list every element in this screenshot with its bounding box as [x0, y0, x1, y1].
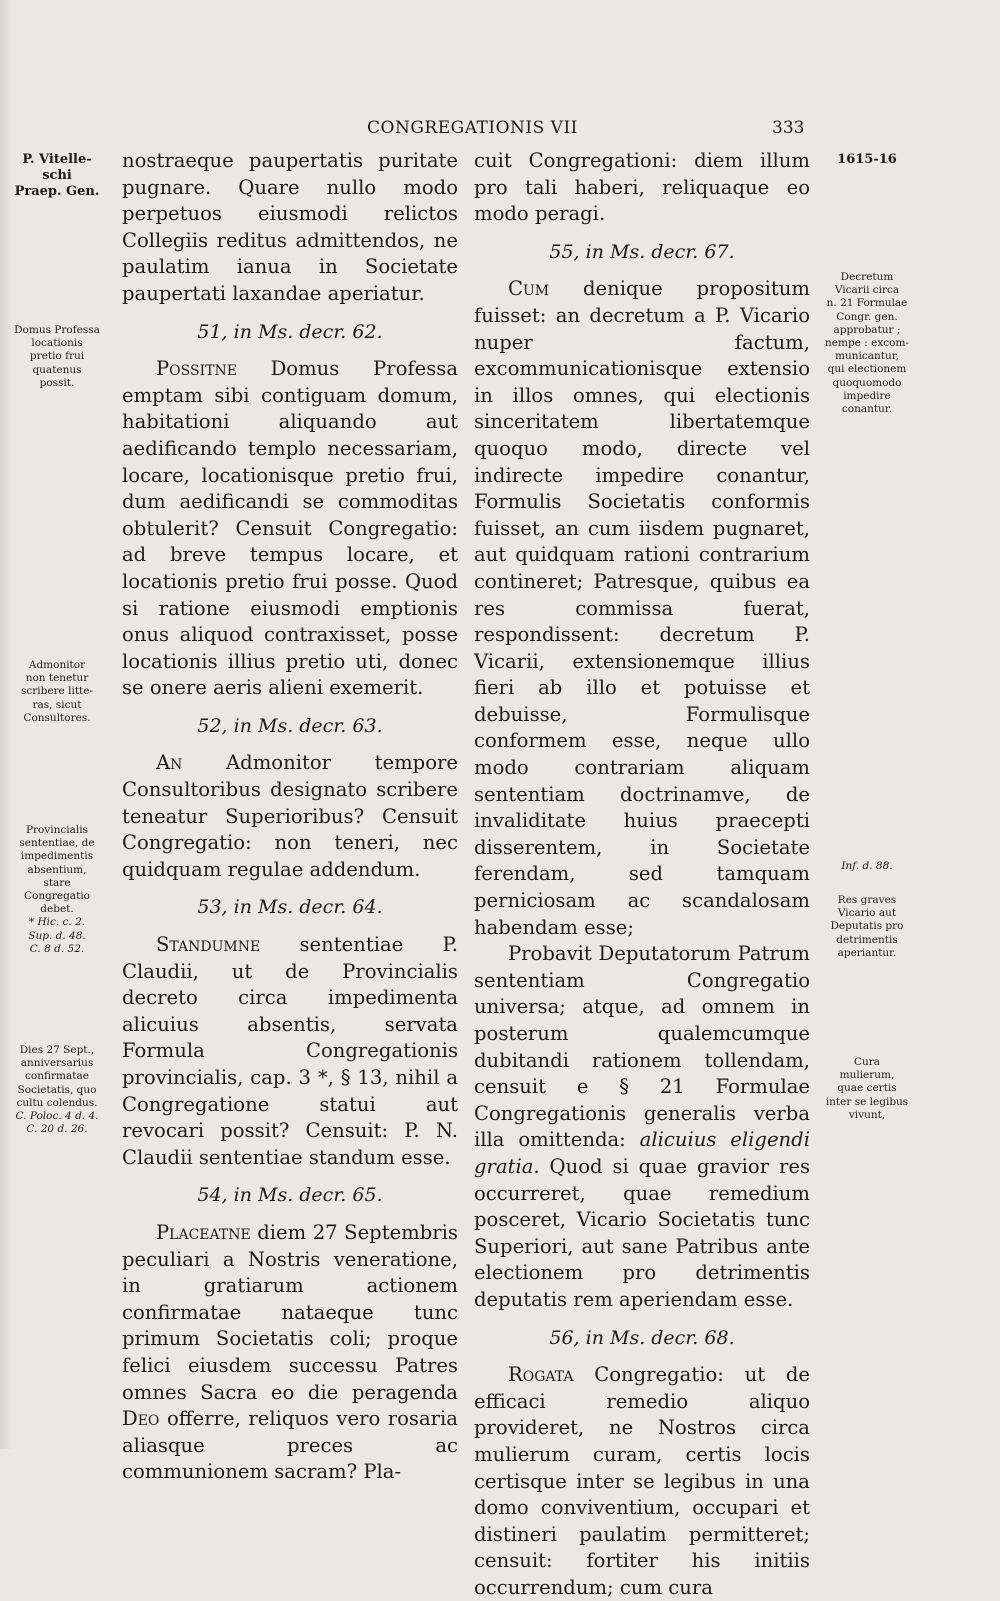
margin-note-line: cultu colendus. [16, 1096, 98, 1109]
margin-note-year-text: 1615-16 [837, 152, 897, 167]
margin-note-line: impedimentis [20, 850, 94, 863]
decree-heading-53: 53, in Ms. decr. 64. [197, 896, 383, 919]
margin-note-domus-professa [12, 324, 102, 390]
paragraph-body: Probavit Deputatorum Patrum sententiam Congregatio universa; atque, ad omnem in posterum qualemcumque dubitandi rationem tollendam, censuit e § 21 Formulae Congregationis generalis verba illa omittenda: [474, 942, 810, 1152]
margin-note-line: Societatis, quo [17, 1083, 97, 1096]
italic-phrase: alicuius eligendi gratia. [474, 1128, 810, 1178]
margin-note-line: Vicarii circa [834, 284, 900, 297]
paragraph: cuit Congregationi: diem illum pro tali haberi, reliquaque eo modo peragi. [474, 149, 810, 226]
decree-53-text [122, 932, 458, 1171]
page-header [0, 118, 1000, 144]
margin-note-ref: C. 8 d. 52. [29, 942, 85, 955]
margin-note-line: Cura [853, 1056, 881, 1068]
margin-note-line: anniversarius [20, 1057, 94, 1070]
decree-heading-56: 56, in Ms. decr. 68. [549, 1326, 735, 1349]
margin-note-dies-27 [12, 1044, 102, 1136]
margin-note-line: stare [43, 876, 71, 889]
lead-word: Rogata [508, 1363, 574, 1387]
left-text-column [122, 148, 458, 1486]
right-text-column [474, 148, 810, 1601]
margin-note-cura [812, 1056, 922, 1122]
margin-note-line: n. 21 Formulae [826, 297, 908, 310]
decree-55-text-continued [474, 941, 810, 1313]
margin-note-ref: C. Poloc. 4 d. 4. [15, 1110, 99, 1123]
margin-note-year [812, 152, 922, 168]
margin-note-line: qui electionem [827, 363, 907, 376]
margin-note-line: impedire [843, 389, 891, 402]
margin-note-author [12, 152, 102, 200]
margin-note-line: ras, sicut [32, 698, 82, 711]
paragraph-body: denique propositum fuisset: an decretum a P. Vicario nuper factum, excommunicationisque extensio in illos omnes, qui electionis sinceritatem libertatemque quoquo modo, directe vel indirecte impedire conantur, Formulis Societatis conformis fuisset, an cum iisdem pugnaret, aut quidquam rationi contrarium contineret; Patresque, quibus ea res commissa fuerat, respondissent: decretum P. Vicarii, extensionemque illius fieri ab illo et potuisse et debuisse, Formulisque conformem esse, neque ullo modo contrariam aliquam sententiam doctrinamve, de invaliditate huius praecepti disserentem, in Societate ferendam, sed tamquam perniciosam ac scandalosam habendam esse; [474, 277, 810, 939]
running-title: CONGREGATIONIS VII [367, 118, 578, 138]
paragraph: nostraeque paupertatis puritate pugnare. Quare nullo modo perpetuos eiusmodi relictos Collegiis reditus admittendos, ne paulatim ianua in Societate paupertati laxandae aperiatur. [122, 149, 458, 305]
lead-word: Placeatne [156, 1220, 251, 1244]
margin-note-line: pretio frui [29, 350, 85, 363]
margin-note-line: locationis [31, 337, 83, 350]
margin-note-line: quae certis [837, 1082, 897, 1095]
margin-note-inf-ref [812, 860, 922, 873]
margin-note-line: conantur. [841, 403, 893, 416]
margin-note-line: Domus Professa [14, 324, 100, 336]
page-number: 333 [772, 118, 805, 138]
margin-note-line: municantur, [835, 350, 899, 363]
margin-note-line: quoquomodo [832, 376, 902, 389]
margin-note-line: Congregatio [24, 890, 90, 903]
paragraph-body: Congregatio: ut de efficaci remedio aliquo provideret, ne Nostros circa mulierum curam, certis locis certisque inter se legibus in una domo conviventium, occupari et distineri paulatim permitteret; censuit: fortiter his initiis occurrendum; cum cura [474, 1363, 810, 1599]
decree-56-text [474, 1362, 810, 1601]
margin-note-line: possit. [39, 376, 75, 389]
paragraph-body: diem 27 Septembris peculiari a Nostris veneratione, in gratiarum actionem confirmatae nataeque tunc primum Societatis coli; proque felici eiusdem successu Patres omnes Sacra eo die peragenda [122, 1220, 458, 1404]
decree-51-text [122, 356, 458, 702]
margin-note-line: debet. [40, 903, 74, 916]
margin-note-ref: Inf. d. 88. [841, 860, 893, 872]
paragraph-body: sententiae P. Claudii, ut de Provincialis decreto circa impedimenta alicuius absentis, servata Formula Congregationis provincialis, cap. 3 *, § 13, nihil a Congregatione statui aut revocari possit? Censuit: P. N. Claudii sententiae standum esse. [122, 933, 458, 1169]
margin-note-line: Decretum [840, 271, 894, 283]
margin-note-res-graves [812, 894, 922, 960]
decree-heading-54: 54, in Ms. decr. 65. [197, 1184, 383, 1207]
margin-note-admonitor [12, 659, 102, 725]
margin-note-ref: Sup. d. 48. [28, 929, 86, 942]
margin-note-line: Provincialis [25, 824, 89, 836]
margin-note-line: Consultores. [23, 711, 91, 724]
margin-note-line: aperiantur. [837, 946, 897, 959]
margin-note-line: Res graves [837, 894, 897, 906]
margin-note-line: Congr. gen. [836, 310, 898, 323]
margin-note-line: vivunt, [848, 1108, 886, 1121]
margin-note-decretum [812, 271, 922, 416]
margin-note-line: Praep. Gen. [14, 184, 100, 199]
paragraph-body: Domus Professa emptam sibi contiguam domum, habitationi aliquando aut aedificando templo necessariam, locare, locationisque pretio frui, dum aedificandi se commoditas obtulerit? Censuit Congregatio: ad breve tempus locare, et locationis pretio frui posse. Quod si ratione eiusmodi emptionis onus aliquod contraxisset, posse locationis illius pretio uti, donec se onere aeris alieni exemerit. [122, 357, 458, 700]
decree-54-text [122, 1220, 458, 1486]
margin-note-line: nempe : excom- [825, 337, 909, 350]
margin-note-line: detrimentis [836, 933, 898, 946]
paragraph-body: Quod si quae gravior res occurreret, quae remedium posceret, Vicario Societatis tunc Superiori, aut sane Patribus ante electionem pro detrimentis deputatis rem aperiendam esse. [474, 1154, 810, 1311]
margin-note-line: Deputatis pro [830, 920, 904, 933]
margin-note-line: quatenus [32, 363, 82, 376]
margin-note-ref: * Hic. c. 2. [28, 916, 86, 929]
decree-55-text [474, 276, 810, 941]
margin-note-line: scribere litte- [20, 685, 94, 698]
margin-note-provincialis [12, 824, 102, 956]
margin-note-line: Dies 27 Sept., [19, 1044, 95, 1056]
decree-52-text [122, 750, 458, 883]
decree-heading-52: 52, in Ms. decr. 63. [197, 714, 383, 737]
lead-word: An [156, 751, 183, 775]
margin-note-line: approbatur ; [833, 323, 901, 336]
margin-note-line: inter se legibus [825, 1095, 909, 1108]
margin-note-line: absentium, [27, 863, 87, 876]
margin-note-ref: C. 20 d. 26. [26, 1123, 88, 1136]
decree-heading-55: 55, in Ms. decr. 67. [549, 240, 735, 263]
decree-heading-51: 51, in Ms. decr. 62. [197, 320, 383, 343]
margin-note-line: non tenetur [25, 672, 89, 685]
margin-note-line: mulierum, [839, 1069, 895, 1082]
lead-word: Cum [508, 277, 550, 301]
lead-word: Standumne [156, 933, 261, 957]
paragraph-body: offerre, reliquos vero rosaria aliasque preces ac communionem sacram? Pla- [122, 1407, 458, 1484]
deo-word: Deo [122, 1407, 160, 1431]
lead-word: Possitne [156, 357, 237, 381]
margin-note-line: P. Vitelle- [22, 152, 92, 167]
paragraph-body: Admonitor tempore Consultoribus designato scribere teneatur Superioribus? Censuit Congregatio: non teneri, nec quidquam regulae addendum. [122, 751, 458, 881]
margin-note-line: schi [42, 168, 72, 183]
margin-note-line: Vicario aut [837, 907, 897, 920]
margin-note-line: Admonitor [28, 659, 86, 671]
margin-note-line: sententiae, de [19, 837, 95, 850]
margin-note-line: confirmatae [25, 1070, 89, 1083]
